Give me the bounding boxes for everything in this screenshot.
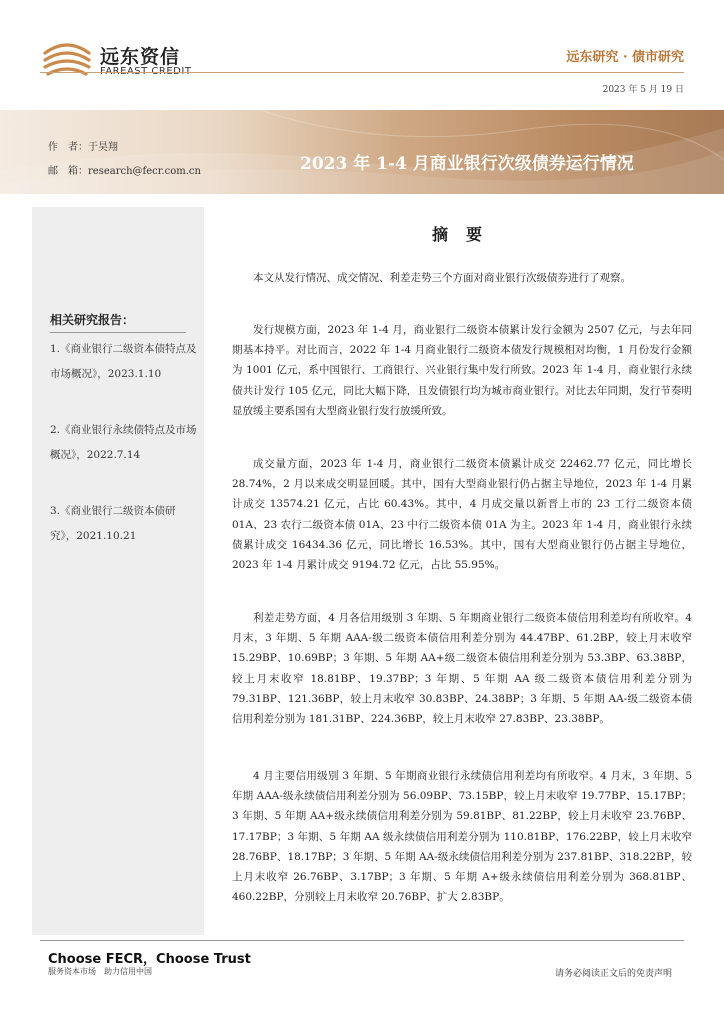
related-reports-sidebar	[32, 207, 204, 935]
abstract-heading: 摘要	[432, 225, 501, 244]
abstract-paragraph: 4 月主要信用级别 3 年期、5 年期商业银行永续债信用利差均有所收窄。4 月末，3 年期、5 年期 AAA-级永续债信用利差分别为 56.09BP、73.15BP，较上月末收窄 19.77BP、15.17BP；3 年期、5 年期 AA+级永续债信用利差分别为 59.81BP、81.22BP，较上月末收窄 23.76BP、17.17BP；3 年期、5 年期 AA 级永续债信用利差分别为 110.81BP、176.22BP，较上月末收窄 28.76BP、18.17BP；3 年期、5 年期 AA-级永续债信用利差分别为 237.81BP、318.22BP，较上月末收窄 26.76BP、3.17BP；3 年期、5 年期 A+级永续债信用利差分别为 368.81BP、460.22BP，分别较上月末收窄 20.76BP、扩大 2.83BP。	[232, 770, 692, 904]
report-date: 2023 年 5 月 19 日	[602, 85, 684, 95]
footer-slogan-sub: 服务资本市场 助力信用中国	[48, 967, 152, 976]
related-report-item[interactable]: 3.《商业银行二级资本债研究》，2021.10.21	[50, 505, 176, 542]
related-report-item[interactable]: 2.《商业银行永续债特点及市场概况》，2022.7.14	[50, 424, 197, 461]
footer-slogan: Choose FECR，Choose Trust	[48, 952, 251, 967]
related-reports-title: 相关研究报告：	[50, 313, 135, 327]
abstract-paragraph: 成交量方面，2023 年 1-4 月，商业银行二级资本债累计成交 22462.77 亿元，同比增长 28.74%，2 月以来成交明显回暖。其中，国有大型商业银行仍占据主导地位，2023 年 1-4 月累计成交 13574.21 亿元，占比 60.43%。其中，4 月成交量以新晋上市的 23 工行二级资本债 01A、23 农行二级资本债 01A、23 中行二级资本债 01A 为主。2023 年 1-4 月，商业银行永续债累计成交 16434.36 亿元，同比增长 16.53%。其中，国有大型商业银行仍占据主导地位，2023 年 1-4 月累计成交 9194.72 亿元，占比 55.95%。	[232, 458, 692, 572]
sidebar-divider	[50, 332, 186, 333]
abstract-paragraph: 本文从发行情况、成交情况、利差走势三个方面对商业银行次级债券进行了观察。	[253, 272, 631, 284]
page-header	[0, 0, 724, 100]
related-report-item[interactable]: 1.《商业银行二级资本债特点及市场概况》，2023.1.10	[50, 343, 197, 380]
email-line: 邮 箱：research@fecr.com.cn	[48, 166, 201, 177]
abstract-paragraph: 利差走势方面，4 月各信用级别 3 年期、5 年期商业银行二级资本债信用利差均有所收窄。4 月末，3 年期、5 年期 AAA-级二级资本债信用利差分别为 44.47BP、61.2BP，较上月末收窄 15.29BP、10.69BP；3 年期、5 年期 AA+级二级资本债信用利差分别为 53.3BP、63.38BP，较上月末收窄 18.81BP、19.37BP；3 年期、5 年期 AA 级二级资本债信用利差分别为 79.31BP、121.36BP，较上月末收窄 30.83BP、24.38BP；3 年期、5 年期 AA-级二级资本债信用利差分别为 181.31BP、224.36BP，较上月末收窄 27.83BP、23.38BP。	[232, 612, 692, 726]
brand-name-cn: 远东资信	[100, 46, 181, 68]
report-series: 远东研究 · 债市研究	[566, 50, 684, 65]
header-divider	[40, 72, 684, 73]
company-logo	[40, 40, 210, 80]
author-line: 作 者：于昊翔	[48, 142, 118, 153]
page-footer	[0, 940, 724, 1024]
footer-divider	[40, 940, 684, 941]
report-title: 2023 年 1-4 月商业银行次级债券运行情况	[300, 154, 634, 174]
abstract-paragraph: 发行规模方面，2023 年 1-4 月，商业银行二级资本债累计发行金额为 2507 亿元，与去年同期基本持平。对比而言，2022 年 1-4 月商业银行二级资本债发行规模相对均衡，1 月份发行金额为 1001 亿元，系中国银行、工商银行、兴业银行集中发行所致。2023 年 1-4 月，商业银行永续债共计发行 105 亿元，同比大幅下降，且发债银行均为城市商业银行。对比去年同期，发行节奏明显放缓主要系国有大型商业银行发行放缓所致。	[232, 324, 692, 417]
disclaimer-link[interactable]: 请务必阅读正文后的免责声明	[554, 969, 672, 979]
